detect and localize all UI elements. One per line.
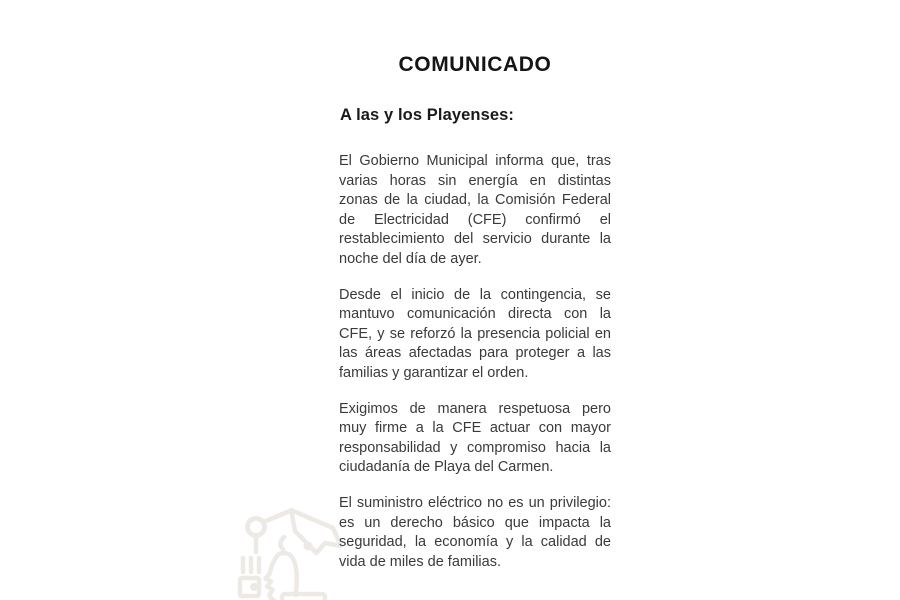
paragraph-electricity-right: El suministro eléctrico no es un privilegio: es un derecho básico que impacta la seguridad, la economía y la calidad de vida de miles de familias. (339, 494, 611, 570)
page-title: COMUNICADO (398, 53, 552, 76)
paragraph-demand-to-cfe: Exigimos de manera respetuosa pero muy firme a la CFE actuar con mayor responsabilidad y compromiso hacia la ciudadanía de Playa del Carmen. (339, 400, 611, 476)
document-body (339, 53, 611, 572)
salutation-heading: A las y los Playenses: (340, 106, 515, 125)
paragraph-contingency-actions: Desde el inicio de la contingencia, se mantuvo comunicación directa con la CFE, y se reforzó la presencia policial en las áreas afectadas para proteger a las familias y garantizar el orden. (339, 286, 611, 381)
paragraph-power-restored: El Gobierno Municipal informa que, tras varias horas sin energía en distintas zonas de la ciudad, la Comisión Federal de Electricidad (CFE) confirmó el restablecimiento del servicio durante la noche del día de ayer. (339, 153, 611, 268)
